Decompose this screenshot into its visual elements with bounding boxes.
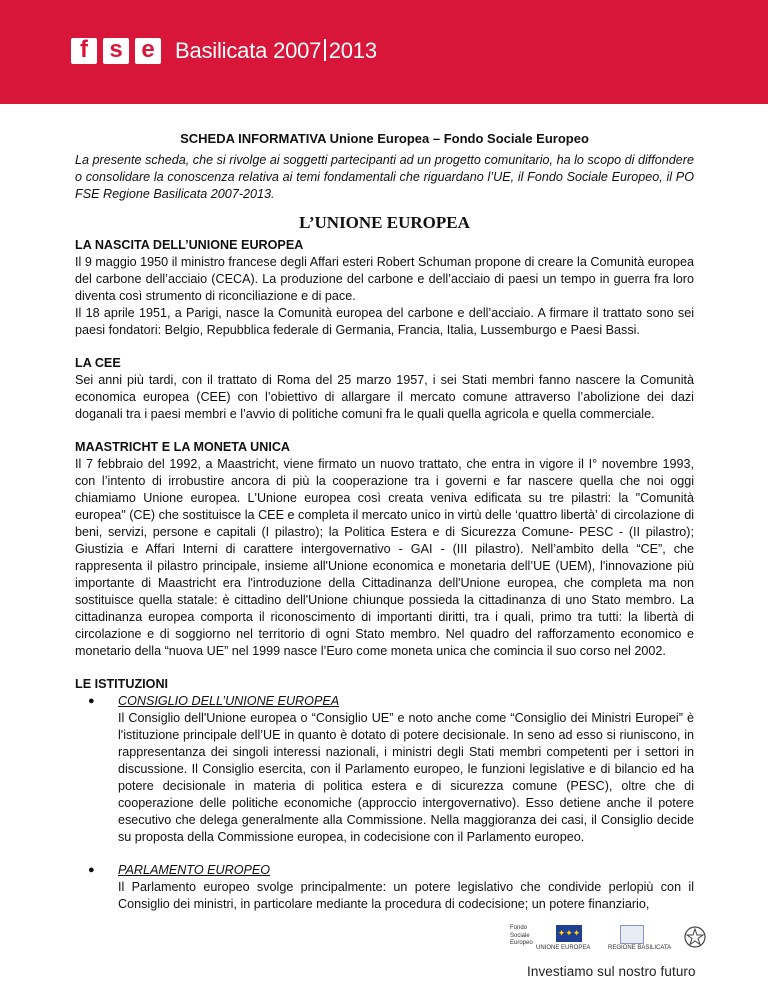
fse-line: Fondo <box>510 925 528 931</box>
eu-flag-icon: ✦✦✦ <box>556 925 582 942</box>
item-title: CONSIGLIO DELL’UNIONE EUROPEA <box>118 694 340 708</box>
region-emblem-icon <box>620 925 644 944</box>
fse-logo <box>71 38 377 64</box>
item-text: Il Parlamento europeo svolge principalmente: un potere legislativo che condivide perlopiù con il Consiglio dei ministri, in particolare mediante la procedura di codecisione; un potere finanziario, <box>118 880 694 911</box>
section-heading: LA CEE <box>75 356 121 370</box>
brand-separator <box>324 39 326 61</box>
item-text: Il Consiglio dell'Unione europea o “Consiglio UE” e noto anche come “Consiglio dei Ministri Europei” è l'istituzione principale dell’UE in quanto è dotato di potere decisionale. In seno ad esso si riuniscono, in rappresentanza dei singoli interessi nazionali, i ministri degli Stati membri competenti per i settori in discussione. Il Consiglio esercita, con il Parlamento europeo, le funzioni legislative e di bilancio ed ha potere decisionale in materia di politica estera e di sicurezza comune (PESC), oltre che di cooperazione delle politiche economiche (approccio intergovernativo). Esso detiene anche il potere esecutivo che delega generalmente alla Commissione. Nella maggioranza dei casi, il Consiglio decide su proposta della Commissione europea, in codecisione con il Parlamento europeo. <box>118 711 694 844</box>
section-istituzioni <box>75 676 694 913</box>
paragraph: Il 9 maggio 1950 il ministro francese degli Affari esteri Robert Schuman propone di creare la Comunità europea del carbone dell’acciaio (CECA). La produzione del carbone e dell’acciaio di paesi un tempo in guerra fra loro diventa così strumento di riconciliazione e di pace. <box>75 255 694 303</box>
brand-name: Basilicata 2007 <box>175 38 322 63</box>
institutions-list <box>75 693 694 913</box>
eu-label: UNIONE EUROPEA <box>536 945 591 951</box>
region-label: REGIONE BASILICATA <box>608 945 672 951</box>
fse-line: Sociale <box>510 932 530 939</box>
fse-line: Europeo <box>510 940 533 946</box>
section-heading: MAASTRICHT E LA MONETA UNICA <box>75 440 291 454</box>
tagline: Investiamo sul nostro futuro <box>527 964 696 979</box>
brand-year-end: 2013 <box>328 38 377 63</box>
list-item <box>75 693 694 846</box>
italian-republic-emblem-icon <box>684 925 706 949</box>
bullet-icon: ● <box>88 864 95 876</box>
header-banner <box>0 0 768 104</box>
section-maastricht <box>75 439 694 660</box>
brand-text <box>175 38 377 64</box>
eu-logo <box>536 925 591 951</box>
logo-letter-e: e <box>135 38 161 64</box>
item-title: PARLAMENTO EUROPEO <box>118 863 271 877</box>
bullet-icon: ● <box>88 695 95 707</box>
paragraph: Il 18 aprile 1951, a Parigi, nasce la Comunità europea del carbone e dell’acciaio. A firmare il trattato sono sei paesi fondatori: Belgio, Repubblica federale di Germania, Francia, Italia, Lussemburgo e Paesi Bassi. <box>75 306 694 337</box>
logo-letter-s: s <box>103 38 129 64</box>
footer <box>510 925 760 991</box>
logo-letter-f: f <box>71 38 97 64</box>
paragraph: Il 7 febbraio del 1992, a Maastricht, viene firmato un nuovo trattato, che entra in vigore il I° novembre 1993, con l’intento di irrobustire ancora di più la cooperazione tra i governi e far nascere quella che noi oggi chiamiamo Unione europea. L'Unione europea così creata veniva edificata su tre pilastri: la "Comunità europea" (CE) che sostituisce la CEE e completa il mercato unico in virtù delle ‘quattro libertà’ di circolazione di beni, servizi, persone e capitali (I pilastro); la Politica Estera e di Sicurezza Comune- PESC - (II pilastro); Giustizia e Affari Interni di carattere intergovernativo - GAI - (III pilastro). Nell’ambito della “CE”, che rappresenta il pilastro principale, insieme all'Unione economica e monetaria dell’UE (UEM), l'innovazione più importante di Maastricht era l'introduzione della Cittadinanza dell'Unione europea, che completa ma non sostituisce quella statale: è cittadino dell'Unione chiunque possieda la cittadinanza di uno Stato membro. La cittadinanza europea comporta il riconoscimento di importanti diritti, tra i quali, primo tra tutti: la libertà di circolazione e di soggiorno nel territorio di ogni Stato membro. Nel quadro del rafforzamento economico e monetario della “nuova UE” nel 1999 nasce l’Euro come moneta unica che comincia il suo corso nel 2002. <box>75 457 694 658</box>
section-nascita <box>75 237 694 339</box>
list-item <box>75 862 694 913</box>
section-title: L’UNIONE EUROPEA <box>299 213 470 232</box>
section-heading: LA NASCITA DELL’UNIONE EUROPEA <box>75 238 304 252</box>
footer-logos <box>510 925 760 961</box>
paragraph: Sei anni più tardi, con il trattato di Roma del 25 marzo 1957, i sei Stati membri fanno nascere la Comunità economica europea (CEE) con l’obiettivo di allargare il mercato comune attraverso l’abolizione dei dazi doganali tra i paesi membri e l’avvio di politiche comuni fra le quali quella agricola e quella commerciale. <box>75 373 694 421</box>
section-heading: LE ISTITUZIONI <box>75 677 169 691</box>
intro-paragraph: La presente scheda, che si rivolge ai soggetti partecipanti ad un progetto comunitario, ha lo scopo di diffondere o consolidare la conoscenza relativa ai temi fondamentali che riguardano l’UE, il Fondo Sociale Europeo, il PO FSE Regione Basilicata 2007-2013. <box>75 153 694 201</box>
document-title: SCHEDA INFORMATIVA Unione Europea – Fondo Sociale Europeo <box>180 131 589 146</box>
document-body <box>75 126 694 929</box>
section-cee <box>75 355 694 423</box>
region-logo <box>582 925 672 951</box>
